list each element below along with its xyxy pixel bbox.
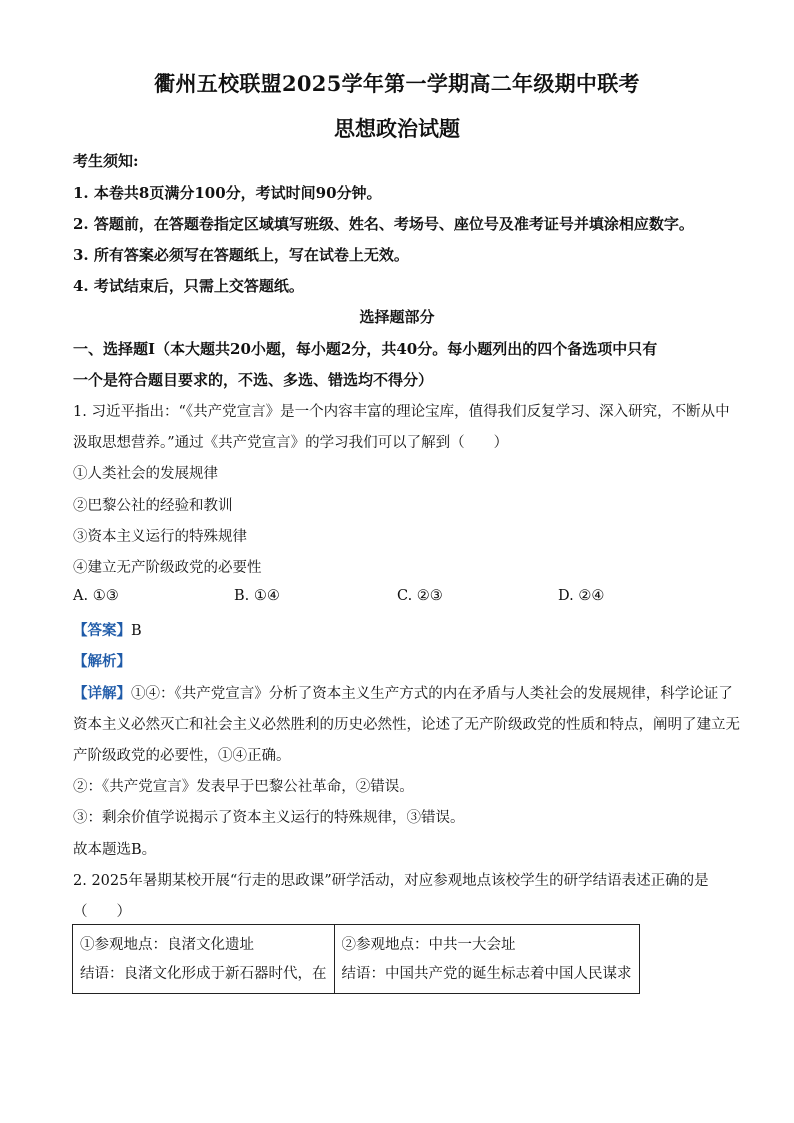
- table-cell: [334, 925, 639, 994]
- detail-text-1: ①④：《共产党宣言》分析了资本主义生产方式的内在矛盾与人类社会的发展规律，科学论证了: [131, 686, 733, 702]
- q1-stem-line-1: 1. 习近平指出：“《共产党宣言》是一个内容丰富的理论宝库，值得我们反复学习、深入研究，不断从中: [73, 404, 730, 420]
- table-row: [73, 925, 640, 994]
- section-title: 选择题部分: [359, 308, 435, 326]
- visit-conclusion: 结语：良渚文化形成于新石器时代，在: [80, 966, 327, 982]
- q2-visit-table: [72, 924, 640, 994]
- q1-detail-line-3: 产阶级政党的必要性，①④正确。: [73, 748, 291, 764]
- notice-item-4: 4. 考试结束后，只需上交答题纸。: [73, 277, 304, 295]
- notice-item-3: 3. 所有答案必须写在答题纸上，写在试卷上无效。: [73, 246, 409, 264]
- notice-item-2: 2. 答题前，在答题卷指定区域填写班级、姓名、考场号、座位号及准考证号并填涂相应数字。: [73, 215, 694, 233]
- q1-detail-line-4: ②：《共产党宣言》发表早于巴黎公社革命，②错误。: [73, 779, 414, 795]
- exam-subtitle: 思想政治试题: [334, 116, 460, 141]
- q1-analysis-heading: [73, 650, 131, 671]
- q1-statement-1: ①人类社会的发展规律: [73, 466, 218, 482]
- q1-detail-line-1: [73, 682, 733, 703]
- q2-stem-line-2: （ ）: [73, 904, 131, 920]
- q1-statement-3: ③资本主义运行的特殊规律: [73, 529, 247, 545]
- section-intro-line-1: 一、选择题Ⅰ（本大题共20小题，每小题2分，共40分。每小题列出的四个备选项中只有: [73, 340, 658, 358]
- q2-stem-line-1: 2. 2025年暑期某校开展“行走的思政课”研学活动，对应参观地点该校学生的研学结语表述正确的是: [73, 873, 709, 889]
- section-intro-line-2: 一个是符合题目要求的，不选、多选、错选均不得分）: [73, 371, 434, 389]
- visit-place: ②参观地点：中共一大会址: [341, 937, 516, 953]
- q1-statement-2: ②巴黎公社的经验和教训: [73, 498, 233, 514]
- q1-detail-line-5: ③：剩余价值学说揭示了资本主义运行的特殊规律，③错误。: [73, 810, 465, 826]
- analysis-tag: 【解析】: [73, 653, 131, 670]
- answer-tag: 【答案】: [73, 622, 131, 639]
- notice-heading: 考生须知:: [73, 152, 139, 170]
- q1-option-d: D. ②④: [558, 588, 605, 604]
- q1-detail-line-2: 资本主义必然灭亡和社会主义必然胜利的历史必然性，论述了无产阶级政党的性质和特点，阐明了建立无: [73, 717, 740, 733]
- answer-value: B: [131, 623, 142, 639]
- notice-item-1: 1. 本卷共8页满分100分，考试时间90分钟。: [73, 184, 382, 202]
- q1-option-c: C. ②③: [397, 588, 443, 604]
- q1-option-a: A. ①③: [73, 588, 119, 604]
- q1-statement-4: ④建立无产阶级政党的必要性: [73, 560, 262, 576]
- q1-stem-line-2: 汲取思想营养。”通过《共产党宣言》的学习我们可以了解到（ ）: [73, 435, 509, 451]
- table-cell: [73, 925, 335, 994]
- q1-option-b: B. ①④: [234, 588, 280, 604]
- q1-answer: [73, 619, 142, 640]
- visit-conclusion: 结语：中国共产党的诞生标志着中国人民谋求: [341, 966, 632, 982]
- detail-tag: 【详解】: [73, 685, 131, 702]
- visit-place: ①参观地点：良渚文化遗址: [80, 937, 254, 953]
- exam-title: 衢州五校联盟2025学年第一学期高二年级期中联考: [154, 71, 640, 96]
- q1-conclusion: 故本题选B。: [73, 842, 157, 858]
